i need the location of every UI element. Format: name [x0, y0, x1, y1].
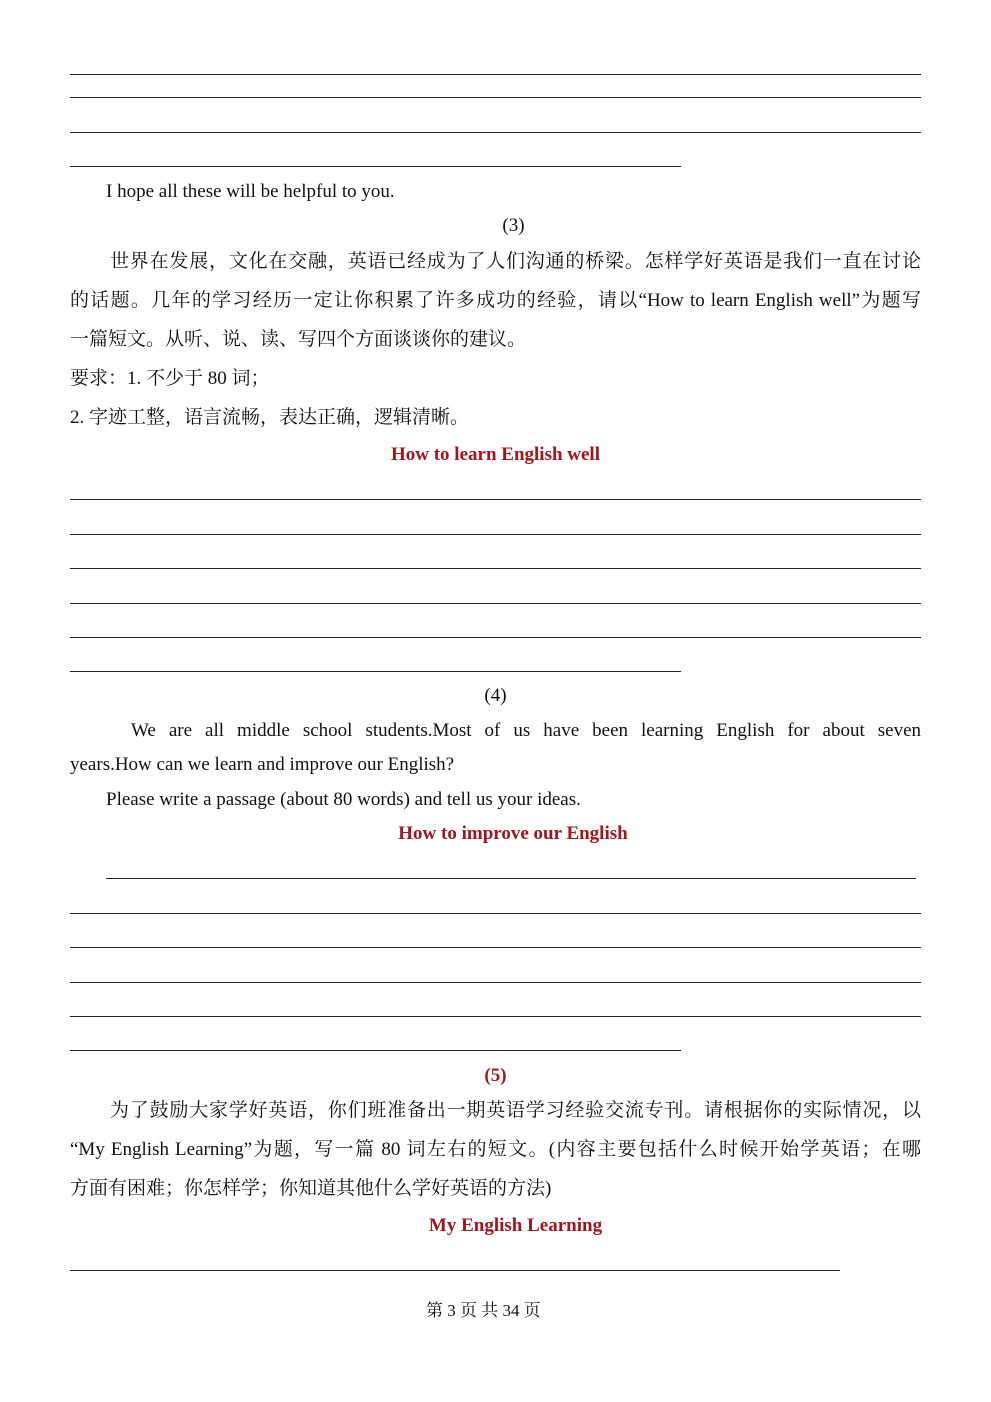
section5-essay-title: My English Learning — [428, 1215, 603, 1236]
writing-line — [70, 1050, 681, 1051]
writing-line — [70, 637, 921, 638]
section3-essay-title: How to learn English well — [390, 444, 600, 465]
section5-intro-line2: “My English Learning”为题，写一篇 80 词左右的短文。(内容主要包括什么时候开始学英语；在哪 — [70, 1139, 921, 1160]
section4-instruction: Please write a passage (about 80 words) and tell us your ideas. — [106, 789, 581, 810]
section4-essay-title: How to improve our English — [398, 823, 628, 844]
writing-line — [106, 878, 916, 879]
writing-line — [70, 1270, 840, 1271]
page-number-footer: 第 3 页 共 34 页 — [426, 1301, 541, 1320]
writing-line — [70, 166, 681, 167]
section5-intro-line1: 为了鼓励大家学好英语，你们班准备出一期英语学习经验交流专刊。请根据你的实际情况，以 — [110, 1100, 921, 1121]
writing-line — [70, 982, 921, 983]
section4-intro-line2: years.How can we learn and improve our English? — [70, 754, 455, 775]
writing-line — [70, 534, 921, 535]
section2-closing: I hope all these will be helpful to you. — [106, 181, 395, 202]
section5-number: (5) — [484, 1065, 507, 1086]
writing-line — [70, 74, 921, 75]
section3-requirement-1: 要求：1. 不少于 80 词； — [70, 368, 270, 389]
writing-line — [70, 499, 921, 500]
writing-line — [70, 913, 921, 914]
section3-intro-line3: 一篇短文。从听、说、读、写四个方面谈谈你的建议。 — [70, 329, 527, 350]
writing-line — [70, 603, 921, 604]
section4-number: (4) — [484, 685, 507, 706]
section4-intro-line1: We are all middle school students.Most of us have been learning English for about seven — [131, 720, 921, 741]
writing-line — [70, 1016, 921, 1017]
section5-intro-line3: 方面有困难；你怎样学；你知道其他什么学好英语的方法) — [70, 1178, 552, 1199]
writing-line — [70, 568, 921, 569]
writing-line — [70, 671, 681, 672]
writing-line — [70, 947, 921, 948]
section3-intro-line1: 世界在发展，文化在交融，英语已经成为了人们沟通的桥梁。怎样学好英语是我们一直在讨论 — [110, 251, 921, 272]
section3-number: (3) — [502, 215, 525, 236]
writing-line — [70, 97, 921, 98]
writing-line — [70, 132, 921, 133]
section3-requirement-2: 2. 字迹工整，语言流畅，表达正确，逻辑清晰。 — [70, 407, 470, 428]
section3-intro-line2: 的话题。几年的学习经历一定让你积累了许多成功的经验，请以“How to learn English well”为题写 — [70, 290, 921, 311]
